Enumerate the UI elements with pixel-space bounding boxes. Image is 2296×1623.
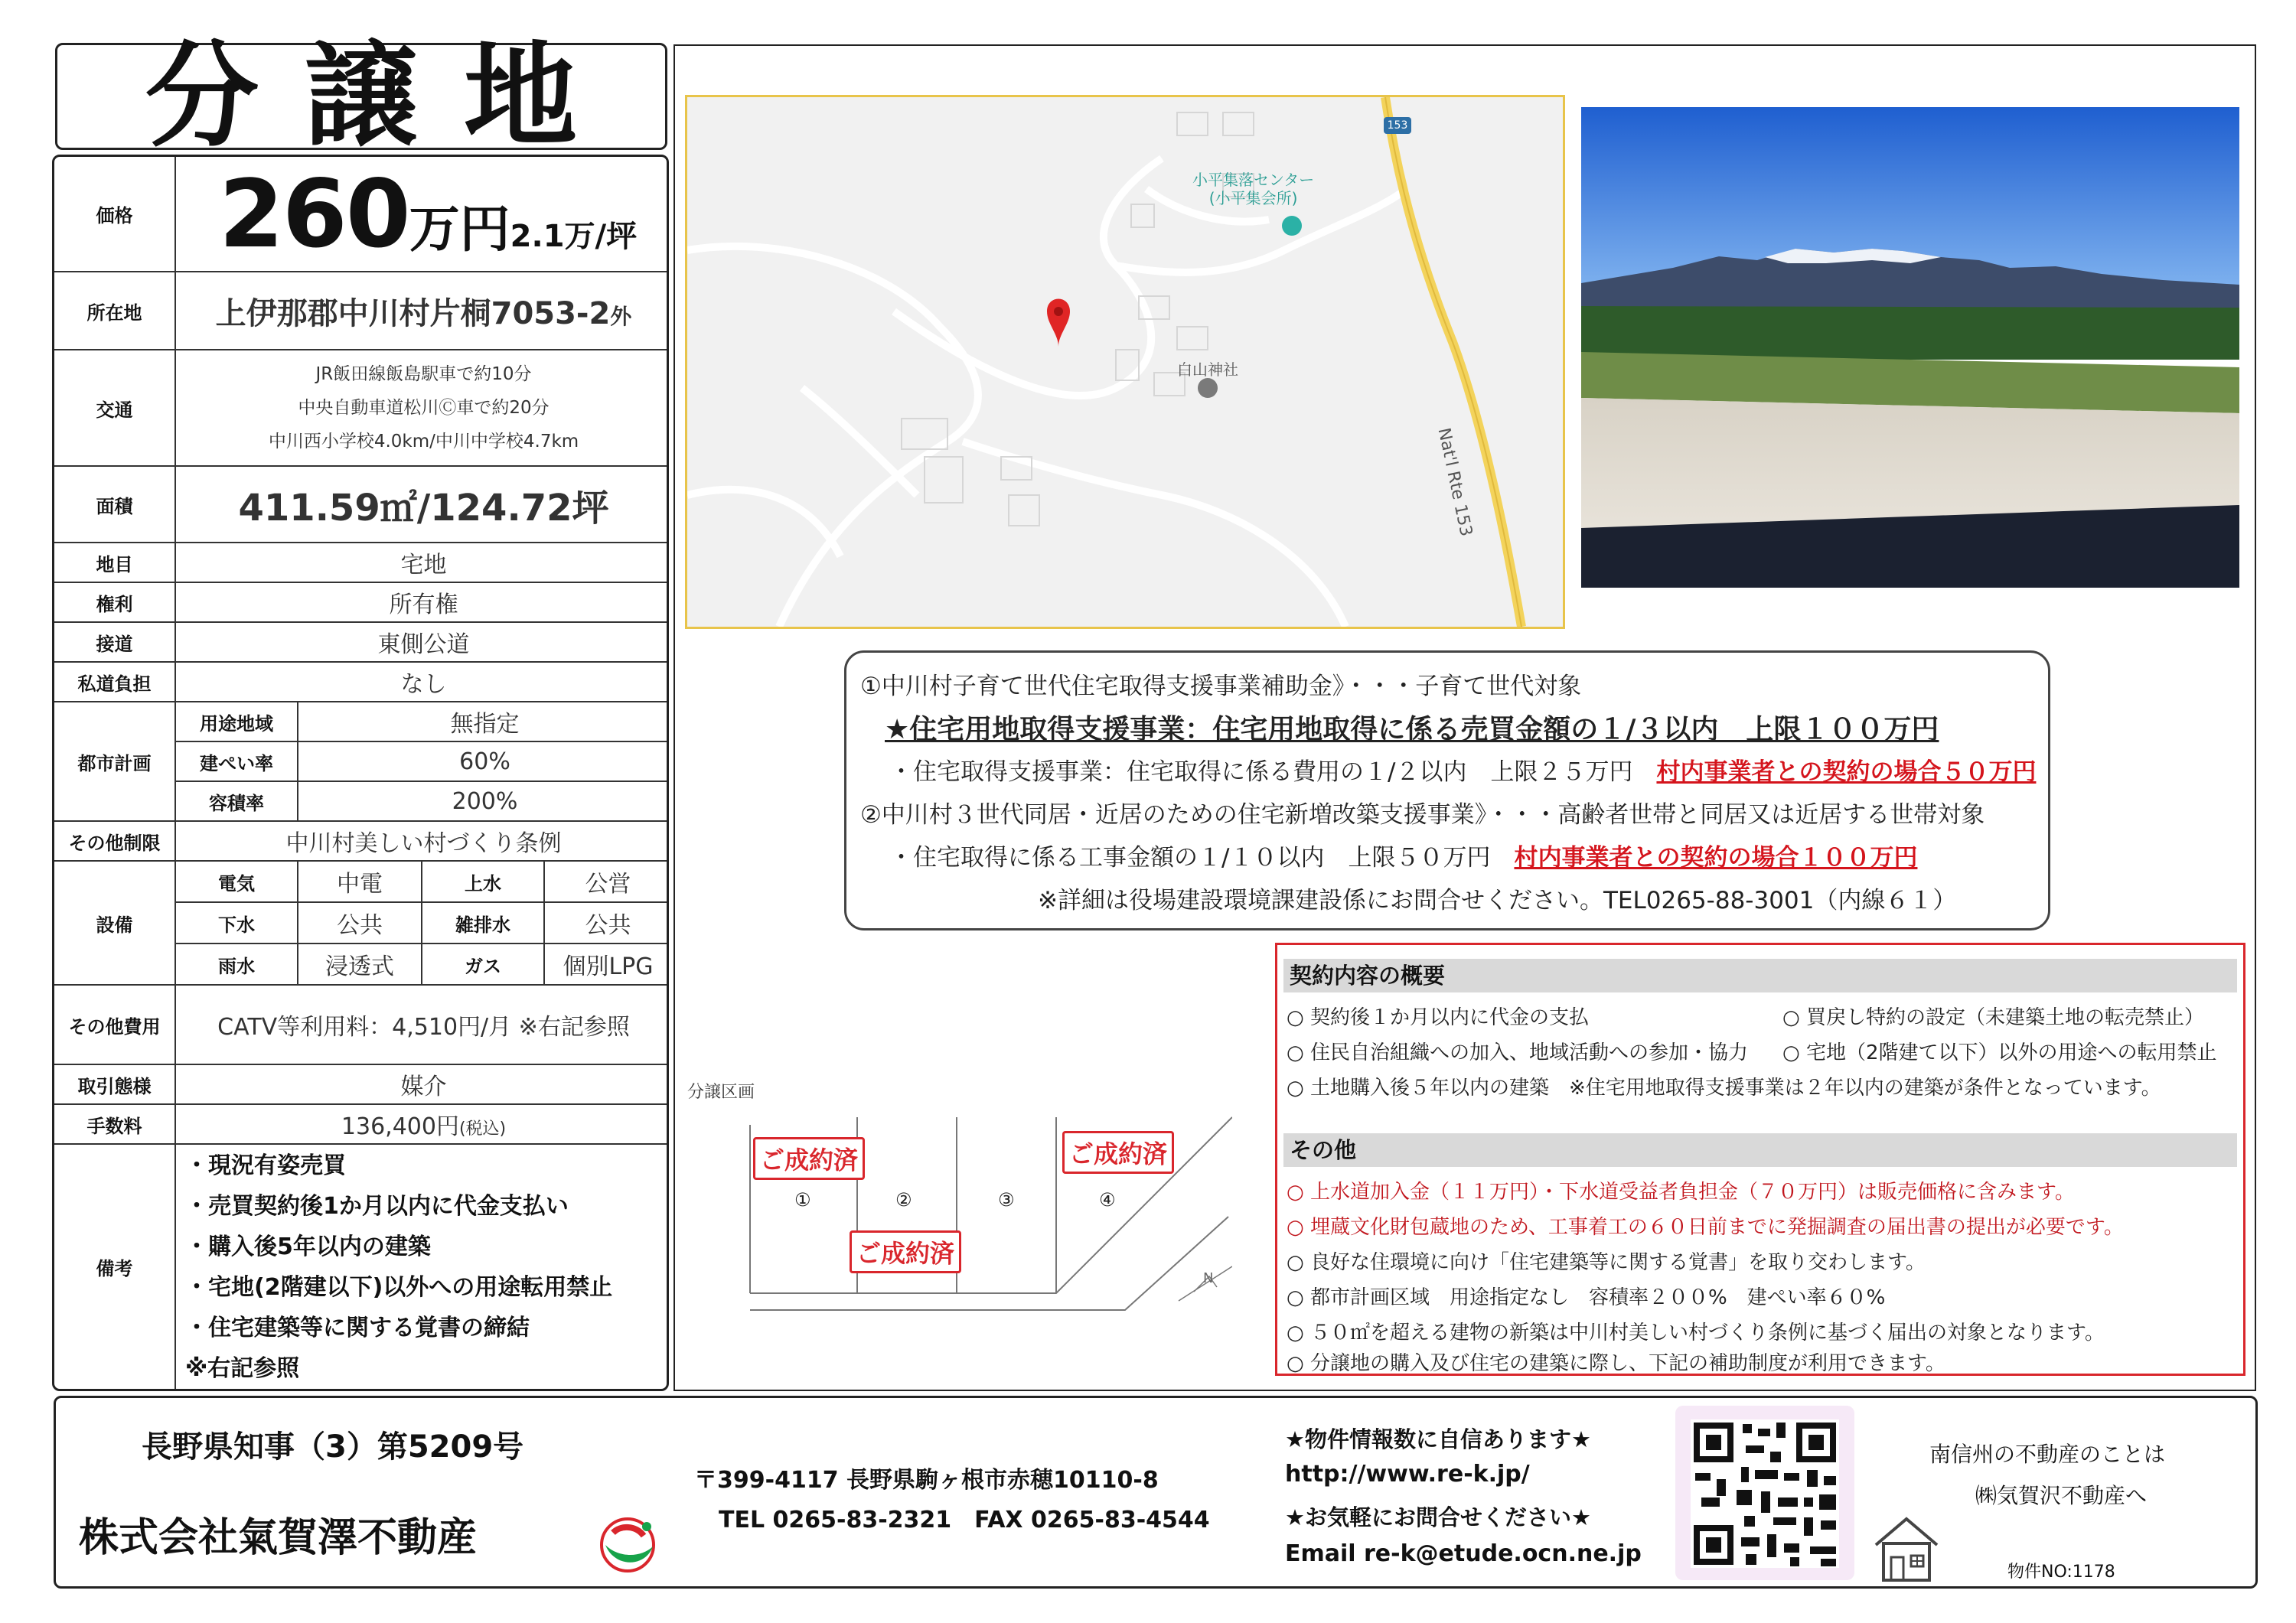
note-item: ・宅地(2階建以下)以外への用途転用禁止 (185, 1273, 613, 1301)
land-category-value: 宅地 (175, 543, 669, 582)
subsidy-line-5-highlight: 村内事業者との契約の場合１００万円 (1514, 844, 1918, 872)
other-heading: その他 (1283, 1133, 2237, 1167)
fee-value: 136,400円 (341, 1113, 459, 1140)
location-suffix: 外 (610, 303, 632, 329)
other-cost-value: CATV等利用料：4,510円/月 ※右記参照 (175, 985, 669, 1064)
site-photo (1581, 107, 2239, 588)
tagline-2: ★お気軽にお問合せください★ (1285, 1504, 1591, 1530)
row-location (54, 272, 669, 350)
sewer-label: 下水 (175, 902, 298, 943)
note-item: ・購入後5年以内の建築 (185, 1233, 431, 1260)
row-price (54, 157, 669, 272)
facilities-label: 設備 (54, 861, 175, 985)
location-value: 上伊那郡中川村片桐7053-2 (215, 295, 611, 331)
contract-item: ○ 買戻し特約の設定（未建築土地の転売禁止） (1782, 1006, 2204, 1029)
tagline-1: ★物件情報数に自信あります★ (1285, 1426, 1591, 1452)
sold-stamp: ご成約済 (850, 1230, 961, 1273)
grey-water-label: 雑排水 (422, 902, 544, 943)
subsidy-line-3 (889, 752, 2036, 787)
qr-code[interactable] (1675, 1406, 1854, 1580)
lot-number: ④ (1099, 1189, 1116, 1211)
subsidy-line-1: ①中川村子育て世代住宅取得支援事業補助金》・・・子育て世代対象 (860, 673, 1582, 700)
route-badge: 153 (1384, 117, 1411, 134)
note-item: ・現況有姿売買 (185, 1152, 346, 1179)
private-road-label: 私道負担 (54, 662, 175, 702)
far-value: 200% (298, 781, 669, 821)
qr-code-icon (1675, 1406, 1854, 1580)
note-item: ・売買契約後1か月以内に代金支払い (185, 1192, 569, 1220)
contract-item: ○ 土地購入後５年以内の建築 ※住宅用地取得支援事業は２年以内の建築が条件となっています。 (1287, 1077, 2161, 1100)
row-access (54, 350, 669, 466)
page-title-box (55, 31, 667, 162)
house-icon (1870, 1513, 1943, 1586)
rain-value: 浸透式 (298, 943, 422, 985)
other-limits-value: 中川村美しい村づくり条例 (175, 821, 669, 861)
transaction-label: 取引態様 (54, 1064, 175, 1104)
property-number: 物件NO:1178 (2007, 1563, 2115, 1582)
contract-item: ○ 契約後１か月以内に代金の支払 (1287, 1006, 1589, 1029)
electric-value: 中電 (298, 861, 422, 902)
zoning-label: 用途地域 (175, 702, 298, 741)
company-tel-fax: TEL 0265-83-2321 FAX 0265-83-4544 (719, 1507, 1210, 1533)
coverage-label: 建ぺい率 (175, 741, 298, 781)
other-item: ○ 都市計画区域 用途指定なし 容積率２００% 建ぺい率６０% (1287, 1286, 1886, 1309)
price-unit: 万円 (409, 199, 510, 259)
fee-label: 手数料 (54, 1104, 175, 1144)
contract-item: ○ 住民自治組織への加入、地域活動への参加・協力 (1287, 1041, 1748, 1064)
gas-value: 個別LPG (544, 943, 669, 985)
other-item: ○ 良好な住環境に向け「住宅建築等に関する覚書」を取り交わします。 (1287, 1251, 1926, 1274)
footer (54, 1396, 2258, 1589)
notes-list (175, 1144, 669, 1389)
real-partner-logo-icon (592, 1502, 664, 1574)
slogan-line-2: ㈱気賀沢不動産へ (1975, 1483, 2148, 1508)
transaction-value: 媒介 (175, 1064, 669, 1104)
access-line: JR飯田線飯島駅車で約10分 (315, 364, 532, 384)
location-label: 所在地 (54, 272, 175, 350)
plot-diagram-label: 分譲区画 (687, 1083, 755, 1102)
subsidy-line-3-text: ・住宅取得支援事業：住宅取得に係る費用の１/２以内 上限２５万円 (889, 758, 1633, 786)
north-arrow-label: N (1203, 1270, 1214, 1286)
plot-diagram (727, 1110, 1232, 1331)
notes-label: 備考 (54, 1144, 175, 1389)
subsidy-info-box (844, 650, 2050, 930)
land-category-label: 地目 (54, 543, 175, 582)
company-address: 〒399-4117 長野県駒ヶ根市赤穂10110-8 (694, 1467, 1159, 1494)
water-value: 公営 (544, 861, 669, 902)
license-number: 長野県知事（3）第5209号 (142, 1429, 524, 1465)
sewer-value: 公共 (298, 902, 422, 943)
company-logo (592, 1502, 664, 1574)
access-line: 中川西小学校4.0km/中川中学校4.7km (268, 432, 579, 451)
landscape-photo-graphic (1581, 107, 2239, 588)
contract-item: ○ 宅地（2階建て以下）以外の用途への転用禁止 (1782, 1041, 2217, 1064)
rights-label: 権利 (54, 582, 175, 622)
other-item: ○ 埋蔵文化財包蔵地のため、工事着工の６０日前までに発掘調査の届出書の提出が必要です。 (1287, 1216, 2124, 1239)
access-line: 中央自動車道松川Ⓒ車で約20分 (298, 398, 550, 418)
subsidy-line-3-highlight: 村内事業者との契約の場合５０万円 (1656, 758, 2037, 786)
grey-water-value: 公共 (544, 902, 669, 943)
subsidy-line-5 (889, 838, 1917, 872)
subsidy-line-2: ★住宅用地取得支援事業：住宅用地取得に係る売買金額の１/３以内 上限１００万円 (885, 714, 1939, 745)
poi-shrine: 白山神社 (1177, 360, 1238, 379)
private-road-value: なし (175, 662, 669, 702)
property-spec-table (52, 155, 669, 1391)
road-label: Nat'l Rte 153 (1433, 426, 1476, 539)
poi-community-center-line1: 小平集落センター (1192, 171, 1315, 189)
price-value: 260 (219, 159, 409, 269)
subsidy-line-4: ②中川村３世代同居・近居のための住宅新増改築支援事業》・・・高齢者世帯と同居又は近居する世帯対象 (860, 801, 1985, 829)
rain-label: 雨水 (175, 943, 298, 985)
location-map[interactable] (685, 95, 1565, 629)
page-title: 分譲地 (145, 31, 623, 162)
lot-number: ③ (998, 1189, 1015, 1211)
sold-stamp: ご成約済 (1062, 1131, 1174, 1174)
lot-number: ② (895, 1189, 912, 1211)
website-link[interactable]: http://www.re-k.jp/ (1285, 1461, 1530, 1488)
price-per-tsubo: 2.1万/坪 (510, 218, 638, 254)
poi-community-center-line2: (小平集会所) (1208, 189, 1298, 207)
note-item: ・住宅建築等に関する覚書の締結 (185, 1314, 530, 1341)
road-value: 東側公道 (175, 622, 669, 662)
far-label: 容積率 (175, 781, 298, 821)
city-plan-label: 都市計画 (54, 702, 175, 821)
poi-community-center (1192, 171, 1314, 207)
electric-label: 電気 (175, 861, 298, 902)
company-name: 株式会社氣賀澤不動産 (79, 1515, 478, 1561)
sold-stamp: ご成約済 (753, 1137, 865, 1180)
lot-number: ① (794, 1189, 811, 1211)
subsidy-line-5-text: ・住宅取得に係る工事金額の１/１０以内 上限５０万円 (889, 844, 1491, 872)
coverage-value: 60% (298, 741, 669, 781)
note-item: ※右記参照 (185, 1354, 300, 1382)
contract-summary-box (1275, 943, 2245, 1376)
map-graphic (687, 97, 1563, 627)
row-area (54, 466, 669, 543)
zoning-value: 無指定 (298, 702, 669, 741)
area-label: 面積 (54, 466, 175, 543)
fee-tax-note: (税込) (458, 1119, 507, 1139)
area-value: 411.59㎡/124.72坪 (175, 466, 669, 543)
rights-value: 所有権 (175, 582, 669, 622)
water-label: 上水 (422, 861, 544, 902)
road-label: 接道 (54, 622, 175, 662)
other-limits-label: その他制限 (54, 821, 175, 861)
contract-heading: 契約内容の概要 (1283, 959, 2237, 992)
other-item: ○ 上水道加入金（１１万円）・下水道受益者負担金（７０万円）は販売価格に含みます。 (1287, 1181, 2075, 1204)
slogan-line-1: 南信州の不動産のことは (1929, 1442, 2166, 1467)
other-item: ○ ５０㎡を超える建物の新築は中川村美しい村づくり条例に基づく届出の対象となります。 (1287, 1322, 2105, 1344)
other-cost-label: その他費用 (54, 985, 175, 1064)
subsidy-line-6: ※詳細は役場建設環境課建設係にお問合せください。TEL0265-88-3001（内線６１） (1038, 887, 1957, 914)
price-label: 価格 (54, 157, 175, 272)
other-item: ○ 分譲地の購入及び住宅の建築に際し、下記の補助制度が利用できます。 (1287, 1352, 1945, 1375)
email-link[interactable]: Email re-k@etude.ocn.ne.jp (1285, 1540, 1642, 1567)
gas-label: ガス (422, 943, 544, 985)
access-label: 交通 (54, 350, 175, 466)
